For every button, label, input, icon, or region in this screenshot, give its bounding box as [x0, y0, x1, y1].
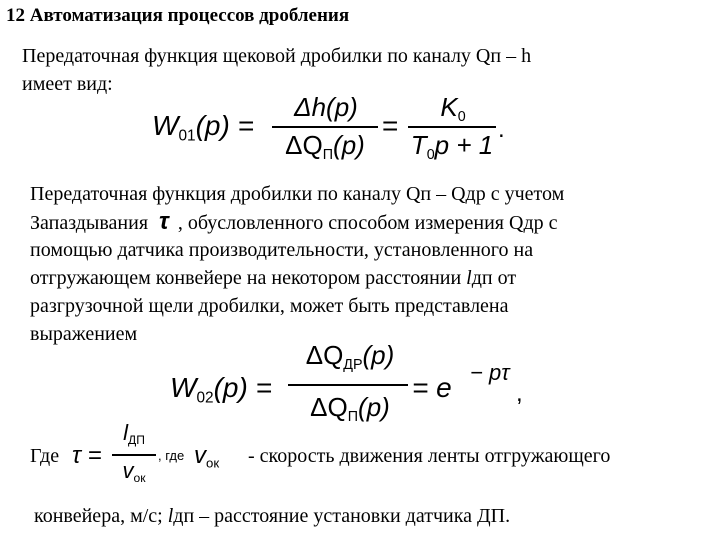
page-title: 12 Автоматизация процессов дробления [6, 5, 350, 26]
w01-den1: $\Delta Q_П(p)$ [285, 130, 365, 163]
w02-end: , [516, 380, 523, 407]
para2-line4: отгружающем конвейере на некотором расстоянии lдп от [30, 267, 517, 289]
w01-den2: $T_0p + 1$ [410, 130, 494, 163]
para2-line2: Запаздывания τ , обусловленного способом измерения Qдр с [30, 208, 558, 235]
para2-line1: Передаточная функция дробилки по каналу Qп – Qдр с учетом [30, 183, 565, 205]
para3-where: Где [30, 445, 60, 467]
para3-line2: конвейера, м/с; lдп – расстояние установки датчика ДП. [34, 505, 511, 527]
tau-fraction-bar [112, 454, 156, 456]
tau-sep: , где [158, 448, 185, 463]
tau-symbol: τ [159, 208, 169, 235]
w01-lhs: $W_{01}(p)$ = [152, 110, 254, 145]
para1-line1: Передаточная функция щековой дробилки по каналу Qп – h [22, 45, 532, 67]
tau-num: $l_{ДП}$ [123, 420, 145, 448]
para2-line3: помощью датчика производительности, установленного на [30, 239, 534, 261]
w01-fraction-bar-1 [272, 126, 378, 128]
tau-lhs: τ = [72, 442, 102, 469]
para2-line5: разгрузочной щели дробилки, может быть представлена [30, 295, 509, 317]
w01-num2: $K_0$ [440, 92, 466, 125]
tau-den: $v_{ок}$ [122, 458, 146, 486]
para1-line2: имеет вид: [22, 73, 113, 95]
v-ok-symbol: $v_{ок}$ [194, 442, 220, 471]
para3-desc: - скорость движения ленты отгружающего [248, 445, 611, 467]
w02-fraction-bar [288, 384, 408, 386]
w02-lhs: $W_{02}(p)$ = [170, 372, 272, 407]
w01-end: . [498, 116, 505, 143]
w02-exp-base: = e [412, 372, 452, 403]
w01-num1: Δh(p) [294, 92, 358, 122]
w02-den: $\Delta Q_П(p)$ [310, 392, 390, 425]
w02-exponent: − pτ [470, 360, 510, 385]
w01-fraction-bar-2 [408, 126, 496, 128]
w01-eq: = [382, 110, 399, 141]
para2-line6: выражением [30, 323, 138, 345]
w02-num: $\Delta Q_{ДР}(p)$ [305, 340, 395, 373]
